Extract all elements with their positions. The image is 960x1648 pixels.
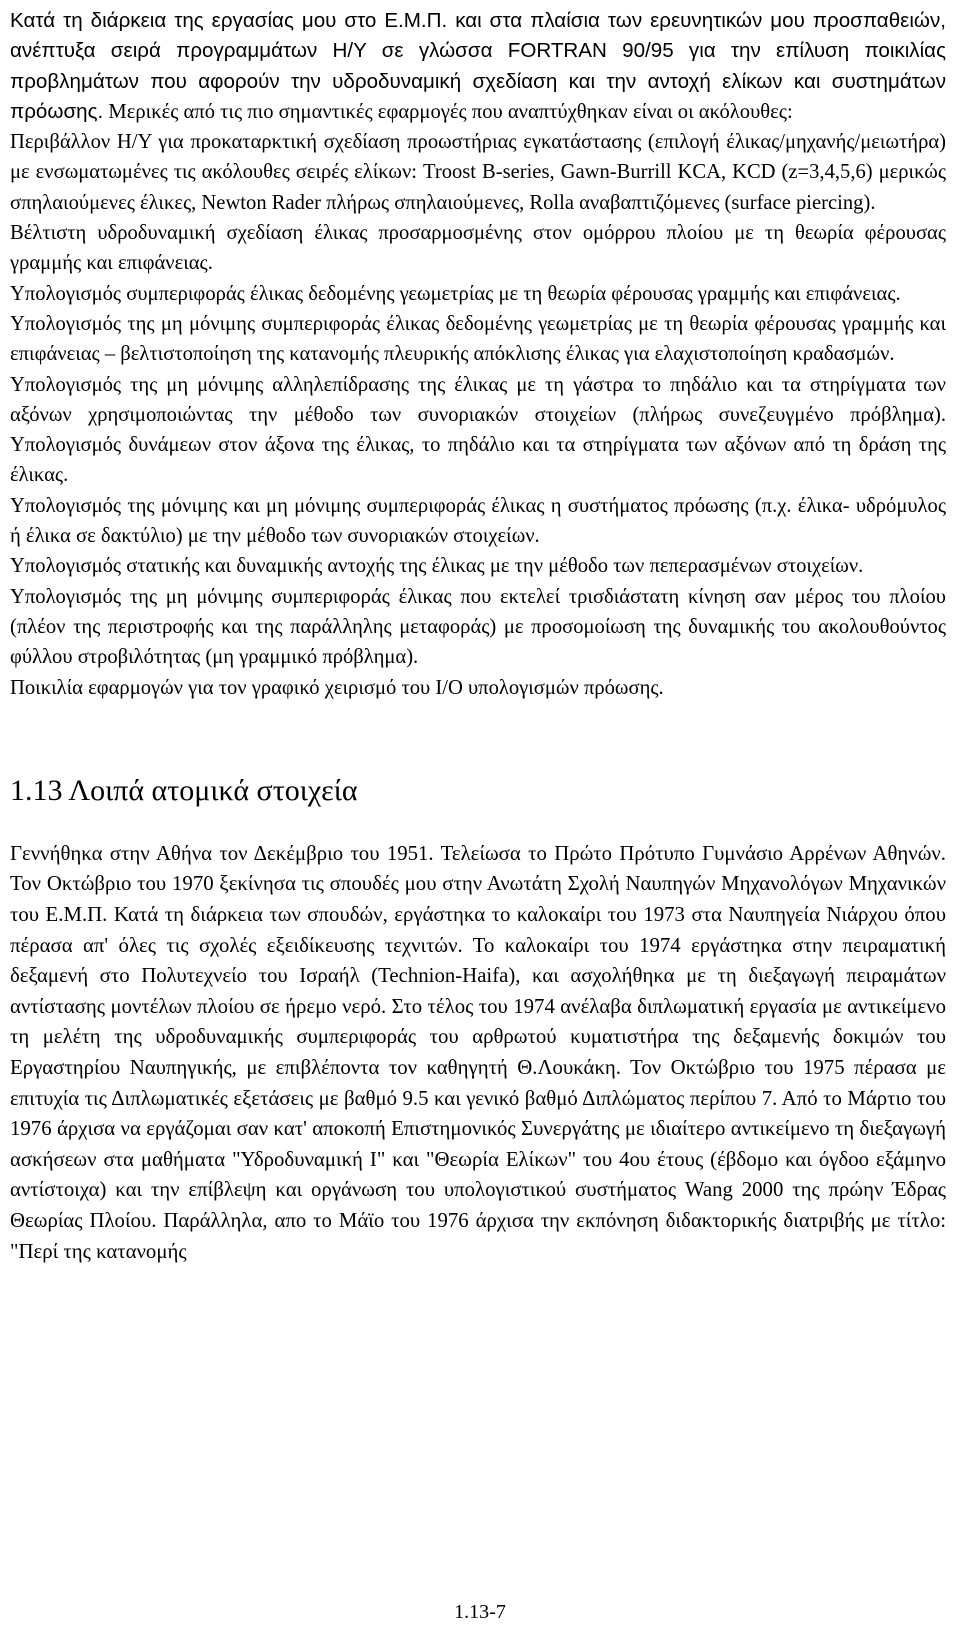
list-item: Περιβάλλον Η/Υ για προκαταρκτική σχεδίαση προωστήριας εγκατάστασης (επιλογή έλικας/μηχανής/μειωτήρα) με ενσωματωμένες τις ακόλουθες σειρές ελίκων: Troost B-series, Gawn-Burrill KCA, KCD (z=3,4,5,6) μερικώς σπηλαιούμενες έλικες, Newton Rader πλήρως σπηλαιούμενες, Rolla αναβαπτιζόμενες (surface piercing).: [10, 131, 946, 214]
intro-paragraph: [10, 6, 946, 127]
list-item: Ποικιλία εφαρμογών για τον γραφικό χειρισμό του I/O υπολογισμών πρόωσης.: [10, 676, 664, 699]
section-heading: 1.13 Λοιπά ατομικά στοιχεία: [10, 773, 358, 807]
list-item: Υπολογισμός στατικής και δυναμικής αντοχής της έλικας με την μέθοδο των πεπερασμένων στοιχείων.: [10, 555, 864, 578]
page-number: 1.13-7: [454, 1601, 506, 1623]
applications-list: [10, 127, 946, 703]
list-item: Υπολογισμός της μη μόνιμης συμπεριφοράς έλικας που εκτελεί τρισδιάστατη κίνηση σαν μέρος του πλοίου (πλέον της περιστροφής και της παράλληλης μεταφοράς) με προσομοίωση της δυναμικής του ακολουθούντος φύλλου στροβιλότητας (μη γραμμικό πρόβλημα).: [10, 585, 946, 669]
intro-text-serif: Μερικές από τις πιο σημαντικές εφαρμογές που αναπτύχθηκαν είναι οι ακόλουθες:: [103, 100, 793, 123]
list-item: Βέλτιστη υδροδυναμική σχεδίαση έλικας προσαρμοσμένης στον ομόρρου πλοίου με τη θεωρία φέρουσας γραμμής και επιφάνειας.: [10, 222, 946, 275]
biography-paragraph: Γεννήθηκα στην Αθήνα τον Δεκέμβριο του 1951. Τελείωσα το Πρώτο Πρότυπο Γυμνάσιο Αρρένων Αθηνών. Τον Οκτώβριο του 1970 ξεκίνησα τις σπουδές μου στην Ανωτάτη Σχολή Ναυπηγών Μηχανολόγων Μηχανικών του Ε.Μ.Π. Κατά τη διάρκεια των σπουδών, εργάστηκα το καλοκαίρι του 1973 στα Ναυπηγεία Νιάρχου όπου πέρασα απ' όλες τις σχολές εξειδίκευσης τεχνιτών. Το καλοκαίρι του 1974 εργάστηκα στην πειραματική δεξαμενή στο Πολυτεχνείο του Ισραήλ (Technion-Haifa), και ασχολήθηκα με τη διεξαγωγή πειραμάτων αντίστασης μοντέλων πλοίου σε ήρεμο νερό. Στο τέλος του 1974 ανέλαβα διπλωματική εργασία με αντικείμενο τη μελέτη της υδροδυναμικής συμπεριφοράς του αρθρωτού κυματιστήρα της δεξαμενής δοκιμών του Εργαστηρίου Ναυπηγικής, με επιβλέποντα τον καθηγητή Θ.Λουκάκη. Τον Οκτώβριο του 1975 πέρασα με επιτυχία τις Διπλωματικές εξετάσεις με βαθμό 9.5 και γενικό βαθμό Διπλώματος περίπου 7. Από το Μάρτιο του 1976 άρχισα να εργάζομαι σαν κατ' αποκοπή Επιστημονικός Συνεργάτης με ιδιαίτερο αντικείμενο τη διεξαγωγή ασκήσεων στα μαθήματα "Υδροδυναμική Ι" και "Θεωρία Ελίκων" του 4ου έτους (έβδομο και όγδοο εξάμηνο αντίστοιχα) και την επίβλεψη και οργάνωση του υπολογιστικού συστήματος Wang 2000 της πρώην Έδρας Θεωρίας Πλοίου. Παράλληλα, απο το Μάϊο του 1976 άρχισα την εκπόνηση διδακτορικής διατριβής με τίτλο: "Περί της κατανομής: [10, 841, 946, 1263]
list-item: Υπολογισμός της μη μόνιμης αλληλεπίδρασης της έλικας με τη γάστρα το πηδάλιο και τα στηρίγματα των αξόνων χρησιμοποιώντας την μέθοδο των συνοριακών στοιχείων (πλήρως συνεζευγμένο πρόβλημα). Υπολογισμός δυνάμεων στον άξονα της έλικας, το πηδάλιο και τα στηρίγματα των αξόνων από τη δράση της έλικας.: [10, 373, 946, 487]
list-item: Υπολογισμός συμπεριφοράς έλικας δεδομένης γεωμετρίας με τη θεωρία φέρουσας γραμμής και επιφάνειας.: [10, 282, 901, 305]
intro-text-sans: Κατά τη διάρκεια της εργασίας μου στο Ε.Μ.Π. και στα πλαίσια των ερευνητικών μου προσπαθειών, ανέπτυξα σειρά προγραμμάτων Η/Υ σε γλώσσα FORTRAN 90/95 για την επίλυση ποικιλίας προβλημάτων που αφορούν την υδροδυναμική σχεδίαση και την αντοχή ελίκων και συστημάτων πρόωσης.: [10, 9, 946, 123]
list-item: Υπολογισμός της μόνιμης και μη μόνιμης συμπεριφοράς έλικας η συστήματος πρόωσης (π.χ. έλικα- υδρόμυλος ή έλικα σε δακτύλιο) με την μέθοδο των συνοριακών στοιχείων.: [10, 494, 946, 548]
list-item: Υπολογισμός της μη μόνιμης συμπεριφοράς έλικας δεδομένης γεωμετρίας με τη θεωρία φέρουσας γραμμής και επιφάνειας – βελτιστοποίηση της κατανομής πλευρικής απόκλισης έλικας για ελαχιστοποίηση κραδασμών.: [10, 312, 946, 366]
